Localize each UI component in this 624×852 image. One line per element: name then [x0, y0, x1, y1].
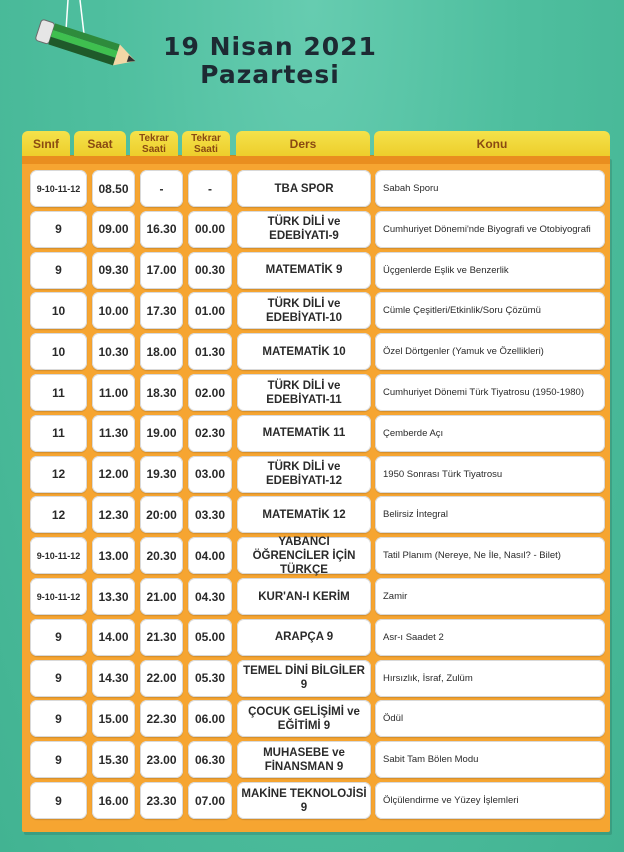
row-tekrar-2: 02.00 [188, 374, 232, 411]
table-row [22, 170, 610, 208]
header-ders: Ders [236, 131, 370, 157]
table-row [22, 333, 610, 371]
pencil-decoration [26, 0, 146, 80]
table-row [22, 456, 610, 494]
table-row [22, 619, 610, 657]
title-day: Pazartesi [200, 60, 340, 89]
row-sinif: 9-10-11-12 [30, 170, 87, 207]
table-row [22, 496, 610, 534]
row-konu: Zamir [375, 578, 605, 615]
row-tekrar-1: 17.00 [140, 252, 183, 289]
row-konu: Cumhuriyet Dönemi'nde Biyografi ve Otobiyografi [375, 211, 605, 248]
row-konu: Sabit Tam Bölen Modu [375, 741, 605, 778]
row-sinif: 9-10-11-12 [30, 578, 87, 615]
row-ders: YABANCI ÖĞRENCİLER İÇİN TÜRKÇE [237, 537, 371, 574]
row-sinif: 9 [30, 252, 87, 289]
row-konu: Asr-ı Saadet 2 [375, 619, 605, 656]
title-date: 19 Nisan 2021 [163, 32, 377, 61]
row-ders: MAKİNE TEKNOLOJİSİ 9 [237, 782, 371, 819]
header-saat: Saat [74, 131, 126, 157]
row-tekrar-2: 01.00 [188, 292, 232, 329]
row-sinif: 11 [30, 415, 87, 452]
row-saat: 10.00 [92, 292, 135, 329]
row-saat: 15.00 [92, 700, 135, 737]
row-ders: KUR'AN-I KERİM [237, 578, 371, 615]
pencil-icon [26, 0, 146, 80]
row-saat: 10.30 [92, 333, 135, 370]
row-tekrar-1: 19.30 [140, 456, 183, 493]
row-saat: 11.00 [92, 374, 135, 411]
table-row [22, 537, 610, 575]
row-konu: Sabah Sporu [375, 170, 605, 207]
row-tekrar-2: 00.00 [188, 211, 232, 248]
row-ders: TÜRK DİLİ ve EDEBİYATI-10 [237, 292, 371, 329]
table-row [22, 700, 610, 738]
row-tekrar-1: 18.30 [140, 374, 183, 411]
row-ders: TEMEL DİNİ BİLGİLER 9 [237, 660, 371, 697]
row-konu: Özel Dörtgenler (Yamuk ve Özellikleri) [375, 333, 605, 370]
row-tekrar-2: 01.30 [188, 333, 232, 370]
row-saat: 08.50 [92, 170, 135, 207]
table-row [22, 415, 610, 453]
schedule-board [22, 156, 610, 832]
row-tekrar-2: 04.00 [188, 537, 232, 574]
row-konu: Üçgenlerde Eşlik ve Benzerlik [375, 252, 605, 289]
row-tekrar-1: 16.30 [140, 211, 183, 248]
row-tekrar-2: 03.30 [188, 496, 232, 533]
row-ders: TÜRK DİLİ ve EDEBİYATI-11 [237, 374, 371, 411]
row-konu: 1950 Sonrası Türk Tiyatrosu [375, 456, 605, 493]
row-tekrar-1: 22.30 [140, 700, 183, 737]
row-tekrar-1: 22.00 [140, 660, 183, 697]
row-saat: 11.30 [92, 415, 135, 452]
table-row [22, 252, 610, 290]
row-tekrar-1: 18.00 [140, 333, 183, 370]
row-saat: 09.30 [92, 252, 135, 289]
row-tekrar-2: 07.00 [188, 782, 232, 819]
row-saat: 13.30 [92, 578, 135, 615]
row-sinif: 9 [30, 782, 87, 819]
row-tekrar-2: 03.00 [188, 456, 232, 493]
board-top-strip [22, 156, 610, 164]
row-saat: 15.30 [92, 741, 135, 778]
row-konu: Tatil Planım (Nereye, Ne İle, Nasıl? - Bilet) [375, 537, 605, 574]
table-row [22, 660, 610, 698]
row-saat: 16.00 [92, 782, 135, 819]
row-konu: Belirsiz İntegral [375, 496, 605, 533]
row-sinif: 9 [30, 741, 87, 778]
row-tekrar-1: - [140, 170, 183, 207]
row-tekrar-1: 23.30 [140, 782, 183, 819]
row-tekrar-1: 20.30 [140, 537, 183, 574]
table-row [22, 741, 610, 779]
table-row [22, 782, 610, 820]
row-ders: TÜRK DİLİ ve EDEBİYATI-9 [237, 211, 371, 248]
row-tekrar-2: 05.30 [188, 660, 232, 697]
row-sinif: 12 [30, 496, 87, 533]
row-tekrar-1: 21.00 [140, 578, 183, 615]
row-tekrar-2: 05.00 [188, 619, 232, 656]
table-row [22, 211, 610, 249]
row-sinif: 9-10-11-12 [30, 537, 87, 574]
row-sinif: 9 [30, 619, 87, 656]
table-row [22, 292, 610, 330]
row-sinif: 9 [30, 660, 87, 697]
page-title [150, 33, 390, 89]
row-sinif: 10 [30, 333, 87, 370]
row-tekrar-2: 04.30 [188, 578, 232, 615]
row-saat: 12.00 [92, 456, 135, 493]
row-tekrar-1: 20:00 [140, 496, 183, 533]
row-tekrar-1: 21.30 [140, 619, 183, 656]
row-konu: Cumhuriyet Dönemi Türk Tiyatrosu (1950-1980) [375, 374, 605, 411]
row-konu: Ödül [375, 700, 605, 737]
row-tekrar-2: - [188, 170, 232, 207]
row-saat: 13.00 [92, 537, 135, 574]
row-ders: ÇOCUK GELİŞİMİ ve EĞİTİMİ 9 [237, 700, 371, 737]
row-konu: Cümle Çeşitleri/Etkinlik/Soru Çözümü [375, 292, 605, 329]
row-tekrar-2: 06.30 [188, 741, 232, 778]
row-saat: 14.00 [92, 619, 135, 656]
table-row [22, 578, 610, 616]
row-ders: MATEMATİK 9 [237, 252, 371, 289]
table-row [22, 374, 610, 412]
row-tekrar-2: 06.00 [188, 700, 232, 737]
header-konu: Konu [374, 131, 610, 157]
row-saat: 14.30 [92, 660, 135, 697]
row-saat: 09.00 [92, 211, 135, 248]
row-sinif: 12 [30, 456, 87, 493]
row-tekrar-1: 19.00 [140, 415, 183, 452]
row-ders: MATEMATİK 12 [237, 496, 371, 533]
row-sinif: 9 [30, 211, 87, 248]
header-tekrar-saati-1: Tekrar Saati [130, 131, 178, 157]
row-sinif: 10 [30, 292, 87, 329]
row-tekrar-2: 02.30 [188, 415, 232, 452]
header-tekrar-saati-2: Tekrar Saati [182, 131, 230, 157]
row-konu: Ölçülendirme ve Yüzey İşlemleri [375, 782, 605, 819]
row-konu: Çemberde Açı [375, 415, 605, 452]
row-ders: MATEMATİK 11 [237, 415, 371, 452]
row-ders: MATEMATİK 10 [237, 333, 371, 370]
row-saat: 12.30 [92, 496, 135, 533]
row-ders: MUHASEBE ve FİNANSMAN 9 [237, 741, 371, 778]
row-sinif: 9 [30, 700, 87, 737]
row-sinif: 11 [30, 374, 87, 411]
row-tekrar-1: 23.00 [140, 741, 183, 778]
row-ders: ARAPÇA 9 [237, 619, 371, 656]
row-tekrar-2: 00.30 [188, 252, 232, 289]
row-tekrar-1: 17.30 [140, 292, 183, 329]
row-konu: Hırsızlık, İsraf, Zulüm [375, 660, 605, 697]
row-ders: TÜRK DİLİ ve EDEBİYATI-12 [237, 456, 371, 493]
row-ders: TBA SPOR [237, 170, 371, 207]
header-sinif: Sınıf [22, 131, 70, 157]
